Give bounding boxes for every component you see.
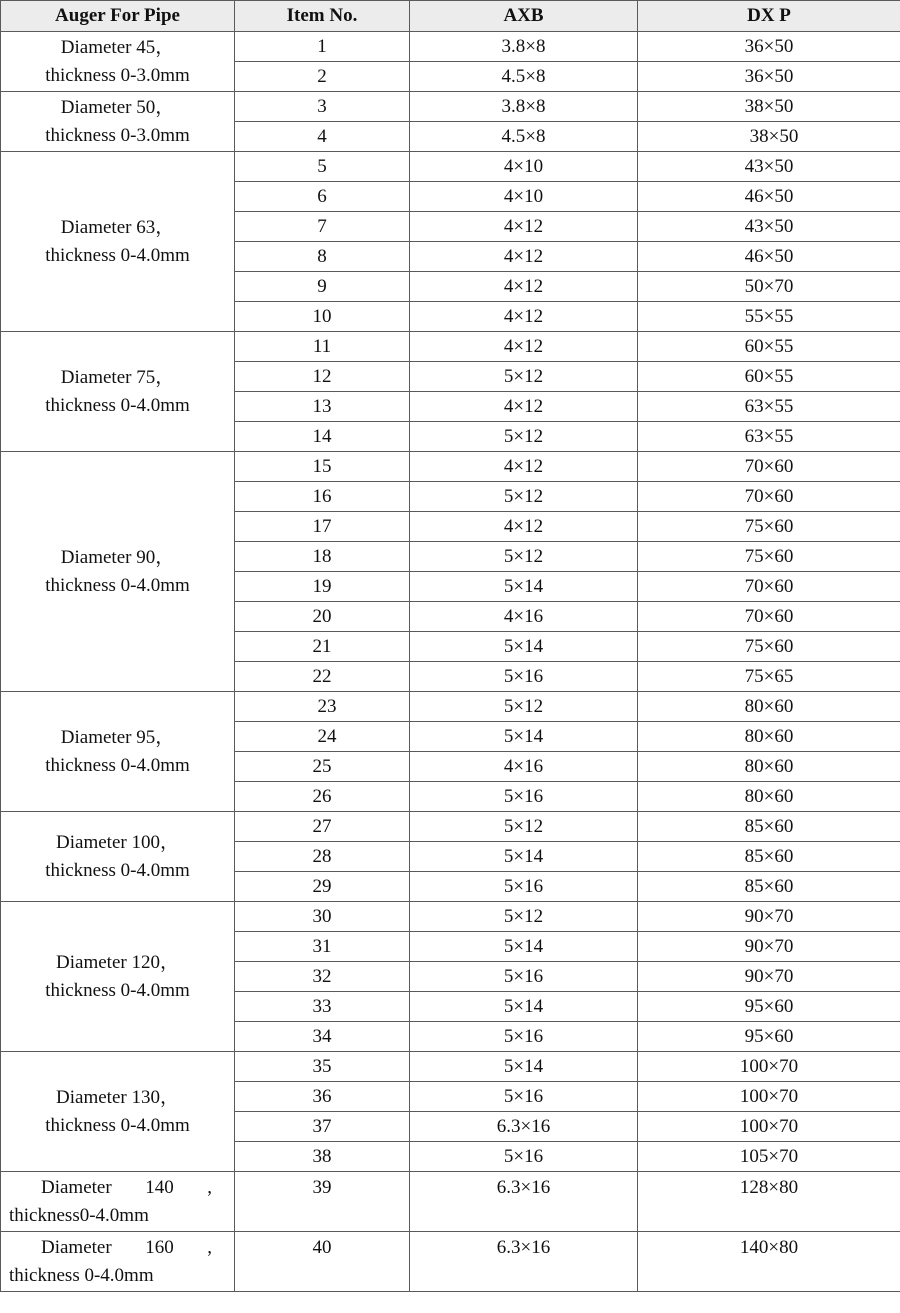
dxp-cell: 75×65 <box>638 662 900 692</box>
pipe-thickness-label: thickness 0-4.0mm <box>45 1114 190 1136</box>
item-no-cell: 8 <box>235 242 410 272</box>
dxp-cell: 46×50 <box>638 242 900 272</box>
dxp-cell: 70×60 <box>638 482 900 512</box>
axb-cell: 4×16 <box>410 602 638 632</box>
axb-cell: 5×12 <box>410 692 638 722</box>
axb-cell: 4.5×8 <box>410 62 638 92</box>
item-no-cell: 4 <box>235 122 410 152</box>
item-no-cell: 7 <box>235 212 410 242</box>
item-no-cell: 40 <box>235 1232 410 1292</box>
pipe-size-cell <box>1 92 235 152</box>
pipe-diameter-label: Diameter 63， <box>60 216 175 238</box>
item-no-cell: 32 <box>235 962 410 992</box>
item-no-cell: 17 <box>235 512 410 542</box>
axb-cell: 5×14 <box>410 632 638 662</box>
axb-cell: 5×12 <box>410 482 638 512</box>
dxp-cell: 38×50 <box>638 122 900 152</box>
pipe-thickness-label: thickness0-4.0mm <box>9 1205 149 1226</box>
pipe-size-cell <box>1 1052 235 1172</box>
axb-cell: 3.8×8 <box>410 92 638 122</box>
axb-cell: 4.5×8 <box>410 122 638 152</box>
axb-cell: 5×16 <box>410 1022 638 1052</box>
dxp-cell: 55×55 <box>638 302 900 332</box>
item-no-cell: 11 <box>235 332 410 362</box>
axb-cell: 5×14 <box>410 1052 638 1082</box>
item-no-cell: 38 <box>235 1142 410 1172</box>
dxp-cell: 140×80 <box>638 1232 900 1292</box>
pipe-size-cell <box>1 1172 235 1232</box>
item-no-cell: 30 <box>235 902 410 932</box>
axb-cell: 4×12 <box>410 242 638 272</box>
item-no-cell: 22 <box>235 662 410 692</box>
dxp-cell: 100×70 <box>638 1082 900 1112</box>
header-axb: AXB <box>410 1 638 32</box>
dxp-cell: 95×60 <box>638 1022 900 1052</box>
dxp-cell: 70×60 <box>638 572 900 602</box>
table-row <box>1 1052 900 1082</box>
pipe-size-cell <box>1 1232 235 1292</box>
header-item-no: Item No. <box>235 1 410 32</box>
dxp-cell: 100×70 <box>638 1052 900 1082</box>
axb-cell: 5×12 <box>410 362 638 392</box>
pipe-diameter-label: Diameter 140 , <box>41 1177 212 1198</box>
table-row <box>1 32 900 62</box>
item-no-cell: 31 <box>235 932 410 962</box>
item-no-cell: 24 <box>235 722 410 752</box>
pipe-diameter-label: Diameter 50， <box>60 96 175 118</box>
pipe-diameter-label: Diameter 95， <box>60 726 175 748</box>
dxp-cell: 36×50 <box>638 32 900 62</box>
header-auger-for-pipe: Auger For Pipe <box>1 1 235 32</box>
dxp-cell: 36×50 <box>638 62 900 92</box>
axb-cell: 6.3×16 <box>410 1112 638 1142</box>
item-no-cell: 37 <box>235 1112 410 1142</box>
dxp-cell: 38×50 <box>638 92 900 122</box>
pipe-diameter-label: Diameter 100， <box>56 831 179 853</box>
item-no-cell: 18 <box>235 542 410 572</box>
dxp-cell: 60×55 <box>638 332 900 362</box>
pipe-diameter-label: Diameter 120， <box>56 951 179 973</box>
dxp-cell: 100×70 <box>638 1112 900 1142</box>
table-row <box>1 1172 900 1232</box>
axb-cell: 4×12 <box>410 212 638 242</box>
dxp-cell: 70×60 <box>638 602 900 632</box>
axb-cell: 5×14 <box>410 932 638 962</box>
axb-cell: 3.8×8 <box>410 32 638 62</box>
axb-cell: 4×16 <box>410 752 638 782</box>
axb-cell: 5×14 <box>410 722 638 752</box>
item-no-cell: 36 <box>235 1082 410 1112</box>
dxp-cell: 90×70 <box>638 962 900 992</box>
axb-cell: 5×12 <box>410 812 638 842</box>
axb-cell: 4×12 <box>410 512 638 542</box>
dxp-cell: 63×55 <box>638 422 900 452</box>
axb-cell: 5×16 <box>410 782 638 812</box>
item-no-cell: 16 <box>235 482 410 512</box>
item-no-cell: 12 <box>235 362 410 392</box>
item-no-cell: 28 <box>235 842 410 872</box>
item-no-cell: 10 <box>235 302 410 332</box>
axb-cell: 4×10 <box>410 182 638 212</box>
table-row <box>1 812 900 842</box>
item-no-cell: 5 <box>235 152 410 182</box>
pipe-diameter-label: Diameter 90， <box>60 546 175 568</box>
item-no-cell: 20 <box>235 602 410 632</box>
dxp-cell: 80×60 <box>638 692 900 722</box>
dxp-cell: 75×60 <box>638 512 900 542</box>
item-no-cell: 6 <box>235 182 410 212</box>
item-no-cell: 29 <box>235 872 410 902</box>
dxp-cell: 85×60 <box>638 812 900 842</box>
item-no-cell: 23 <box>235 692 410 722</box>
item-no-cell: 27 <box>235 812 410 842</box>
axb-cell: 5×14 <box>410 572 638 602</box>
axb-cell: 5×12 <box>410 542 638 572</box>
item-no-cell: 35 <box>235 1052 410 1082</box>
item-no-cell: 15 <box>235 452 410 482</box>
item-no-cell: 21 <box>235 632 410 662</box>
pipe-size-cell <box>1 902 235 1052</box>
pipe-thickness-label: thickness 0-4.0mm <box>45 859 190 881</box>
dxp-cell: 85×60 <box>638 842 900 872</box>
pipe-thickness-label: thickness 0-4.0mm <box>45 979 190 1001</box>
dxp-cell: 70×60 <box>638 452 900 482</box>
axb-cell: 4×10 <box>410 152 638 182</box>
dxp-cell: 46×50 <box>638 182 900 212</box>
table-row <box>1 92 900 122</box>
item-no-cell: 39 <box>235 1172 410 1232</box>
item-no-cell: 1 <box>235 32 410 62</box>
pipe-thickness-label: thickness 0-4.0mm <box>45 754 190 776</box>
item-no-cell: 9 <box>235 272 410 302</box>
axb-cell: 4×12 <box>410 332 638 362</box>
dxp-cell: 75×60 <box>638 632 900 662</box>
axb-cell: 5×14 <box>410 992 638 1022</box>
item-no-cell: 2 <box>235 62 410 92</box>
dxp-cell: 43×50 <box>638 212 900 242</box>
item-no-cell: 25 <box>235 752 410 782</box>
pipe-size-cell <box>1 692 235 812</box>
axb-cell: 5×12 <box>410 422 638 452</box>
axb-cell: 5×12 <box>410 902 638 932</box>
table-body <box>1 32 900 1292</box>
pipe-thickness-label: thickness 0-3.0mm <box>45 124 190 146</box>
pipe-thickness-label: thickness 0-4.0mm <box>45 574 190 596</box>
dxp-cell: 63×55 <box>638 392 900 422</box>
axb-cell: 4×12 <box>410 272 638 302</box>
dxp-cell: 60×55 <box>638 362 900 392</box>
axb-cell: 6.3×16 <box>410 1172 638 1232</box>
pipe-diameter-label: Diameter 130， <box>56 1086 179 1108</box>
dxp-cell: 80×60 <box>638 782 900 812</box>
pipe-diameter-label: Diameter 75， <box>60 366 175 388</box>
axb-cell: 4×12 <box>410 392 638 422</box>
item-no-cell: 3 <box>235 92 410 122</box>
axb-cell: 5×16 <box>410 1142 638 1172</box>
pipe-thickness-label: thickness 0-4.0mm <box>45 244 190 266</box>
dxp-cell: 90×70 <box>638 902 900 932</box>
table-row <box>1 902 900 932</box>
axb-cell: 4×12 <box>410 302 638 332</box>
pipe-size-cell <box>1 152 235 332</box>
header-row <box>1 1 900 32</box>
dxp-cell: 95×60 <box>638 992 900 1022</box>
item-no-cell: 34 <box>235 1022 410 1052</box>
axb-cell: 5×16 <box>410 962 638 992</box>
axb-cell: 5×16 <box>410 662 638 692</box>
table-row <box>1 452 900 482</box>
pipe-diameter-label: Diameter 45， <box>60 36 175 58</box>
axb-cell: 6.3×16 <box>410 1232 638 1292</box>
table-row <box>1 152 900 182</box>
pipe-thickness-label: thickness 0-4.0mm <box>45 394 190 416</box>
dxp-cell: 75×60 <box>638 542 900 572</box>
item-no-cell: 14 <box>235 422 410 452</box>
item-no-cell: 19 <box>235 572 410 602</box>
axb-cell: 4×12 <box>410 452 638 482</box>
dxp-cell: 128×80 <box>638 1172 900 1232</box>
pipe-size-cell <box>1 32 235 92</box>
item-no-cell: 13 <box>235 392 410 422</box>
axb-cell: 5×16 <box>410 1082 638 1112</box>
dxp-cell: 50×70 <box>638 272 900 302</box>
axb-cell: 5×16 <box>410 872 638 902</box>
dxp-cell: 85×60 <box>638 872 900 902</box>
table-row <box>1 332 900 362</box>
dxp-cell: 90×70 <box>638 932 900 962</box>
pipe-size-cell <box>1 332 235 452</box>
pipe-size-cell <box>1 452 235 692</box>
dxp-cell: 80×60 <box>638 752 900 782</box>
dxp-cell: 105×70 <box>638 1142 900 1172</box>
header-dxp: DX P <box>638 1 900 32</box>
table-row <box>1 1232 900 1292</box>
pipe-thickness-label: thickness 0-3.0mm <box>45 64 190 86</box>
pipe-thickness-label: thickness 0-4.0mm <box>9 1265 154 1286</box>
axb-cell: 5×14 <box>410 842 638 872</box>
item-no-cell: 26 <box>235 782 410 812</box>
dxp-cell: 43×50 <box>638 152 900 182</box>
pipe-size-cell <box>1 812 235 902</box>
table-row <box>1 692 900 722</box>
item-no-cell: 33 <box>235 992 410 1022</box>
dxp-cell: 80×60 <box>638 722 900 752</box>
pipe-diameter-label: Diameter 160 , <box>41 1237 212 1258</box>
